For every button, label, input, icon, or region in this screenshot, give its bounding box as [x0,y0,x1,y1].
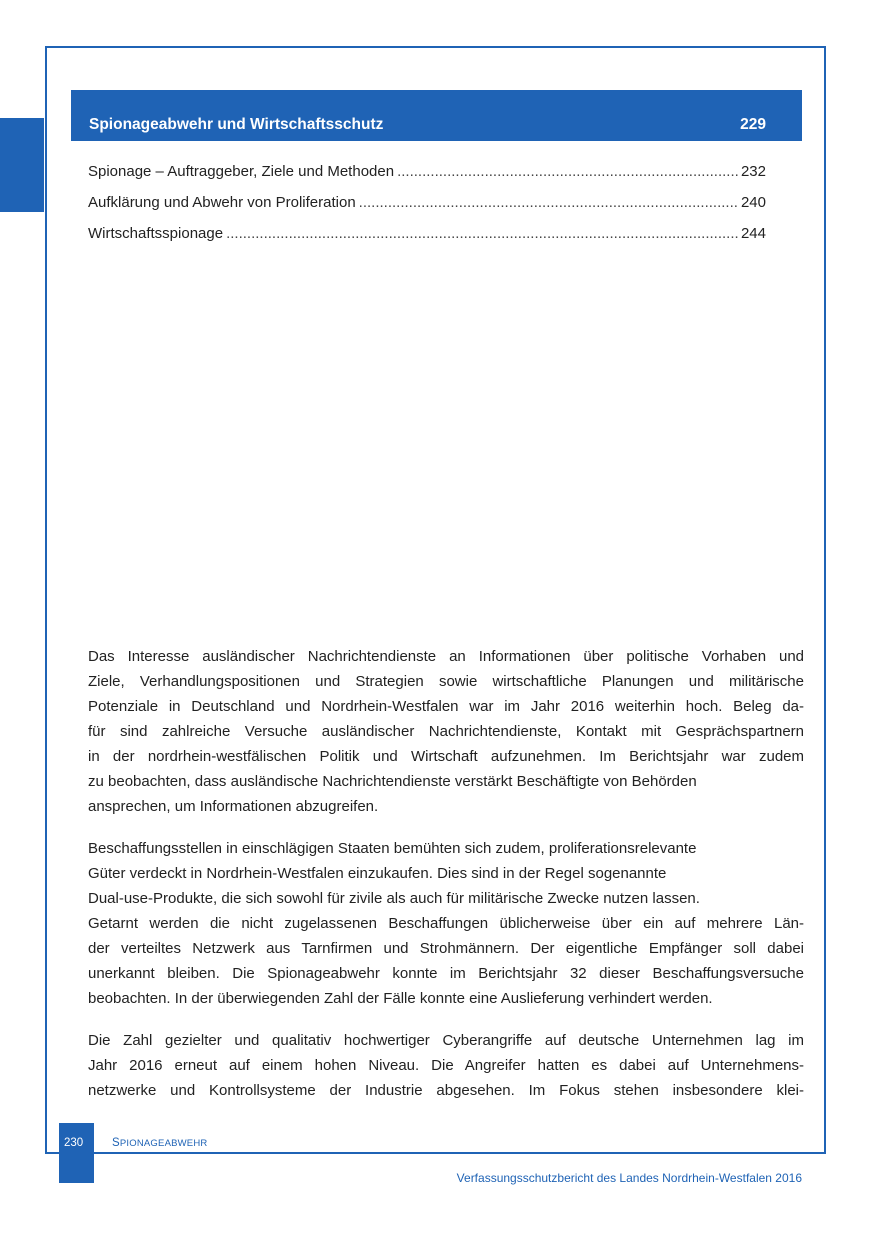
toc-entry-label: Aufklärung und Abwehr von Proliferation [88,194,356,211]
text-line: Die Zahl gezielter und qualitativ hochwertiger Cyberangriffe auf deutsche Unternehmen lag im [88,1032,804,1049]
page-number: 230 [64,1137,84,1149]
text-line: Potenziale in Deutschland und Nordrhein-Westfalen war im Jahr 2016 weiterhin hoch. Beleg da- [88,698,804,715]
footer-section-name [112,1137,207,1149]
footer-report-title: Verfassungsschutzbericht des Landes Nordrhein-Westfalen 2016 [456,1171,802,1185]
toc-entry[interactable] [88,193,766,224]
paragraph [88,836,804,1011]
text-line: beobachten. In der überwiegenden Zahl der Fälle konnte eine Auslieferung verhindert werden. [88,990,713,1007]
text-line: unerkannt bleiben. Die Spionageabwehr konnte im Berichtsjahr 32 dieser Beschaffungsversuche [88,965,804,982]
table-of-contents [88,162,766,255]
toc-dot-leader [397,162,738,182]
side-chapter-tab [0,118,44,212]
text-line: Das Interesse ausländischer Nachrichtendienste an Informationen über politische Vorhaben und [88,648,804,665]
chapter-page-number: 229 [740,116,766,133]
text-line: ansprechen, um Informationen abzugreifen. [88,798,379,815]
text-line: für sind zahlreiche Versuche ausländischer Nachrichtendienste, Kontakt mit Gesprächspartnern [88,723,804,740]
toc-entry-label: Spionage – Auftraggeber, Ziele und Methoden [88,163,395,180]
toc-entry[interactable] [88,162,766,193]
paragraph [88,644,804,819]
toc-entry-page: 244 [740,225,766,242]
toc-dot-leader [226,224,738,244]
toc-entry[interactable] [88,224,766,255]
body-text [88,644,804,1120]
text-line: der verteiltes Netzwerk aus Tarnfirmen und Strohmännern. Der eigentliche Empfänger soll dabei [88,940,804,957]
toc-entry-page: 240 [740,194,766,211]
chapter-header [71,90,802,141]
text-line: Dual-use-Produkte, die sich sowohl für zivile als auch für militärische Zwecke nutzen lassen. [88,890,700,907]
section-initial: S [112,1137,120,1149]
toc-entry-page: 232 [740,163,766,180]
text-line: Beschaffungsstellen in einschlägigen Staaten bemühten sich zudem, proliferationsrelevante [88,840,697,857]
paragraph [88,1028,804,1103]
text-line: Getarnt werden die nicht zugelassenen Beschaffungen üblicherweise über ein auf mehrere Län- [88,915,804,932]
text-line: netzwerke und Kontrollsysteme der Industrie abgesehen. Im Fokus stehen insbesondere klei- [88,1082,804,1099]
toc-entry-label: Wirtschaftsspionage [88,225,224,242]
text-line: in der nordrhein-westfälischen Politik und Wirtschaft aufzunehmen. Im Berichtsjahr war zudem [88,748,804,765]
text-line: Güter verdeckt in Nordrhein-Westfalen einzukaufen. Dies sind in der Regel sogenannte [88,865,667,882]
section-rest: PIONAGEABWEHR [119,1138,208,1149]
text-line: zu beobachten, dass ausländische Nachrichtendienste verstärkt Beschäftigte von Behörden [88,773,697,790]
toc-dot-leader [359,193,738,213]
text-line: Jahr 2016 erneut auf einem hohen Niveau. Die Angreifer hatten es dabei auf Unternehmens- [88,1057,804,1074]
page-number-box [59,1123,94,1183]
chapter-title: Spionageabwehr und Wirtschaftsschutz [89,116,384,133]
text-line: Ziele, Verhandlungspositionen und Strategien sowie wirtschaftliche Planungen und militärische [88,673,804,690]
